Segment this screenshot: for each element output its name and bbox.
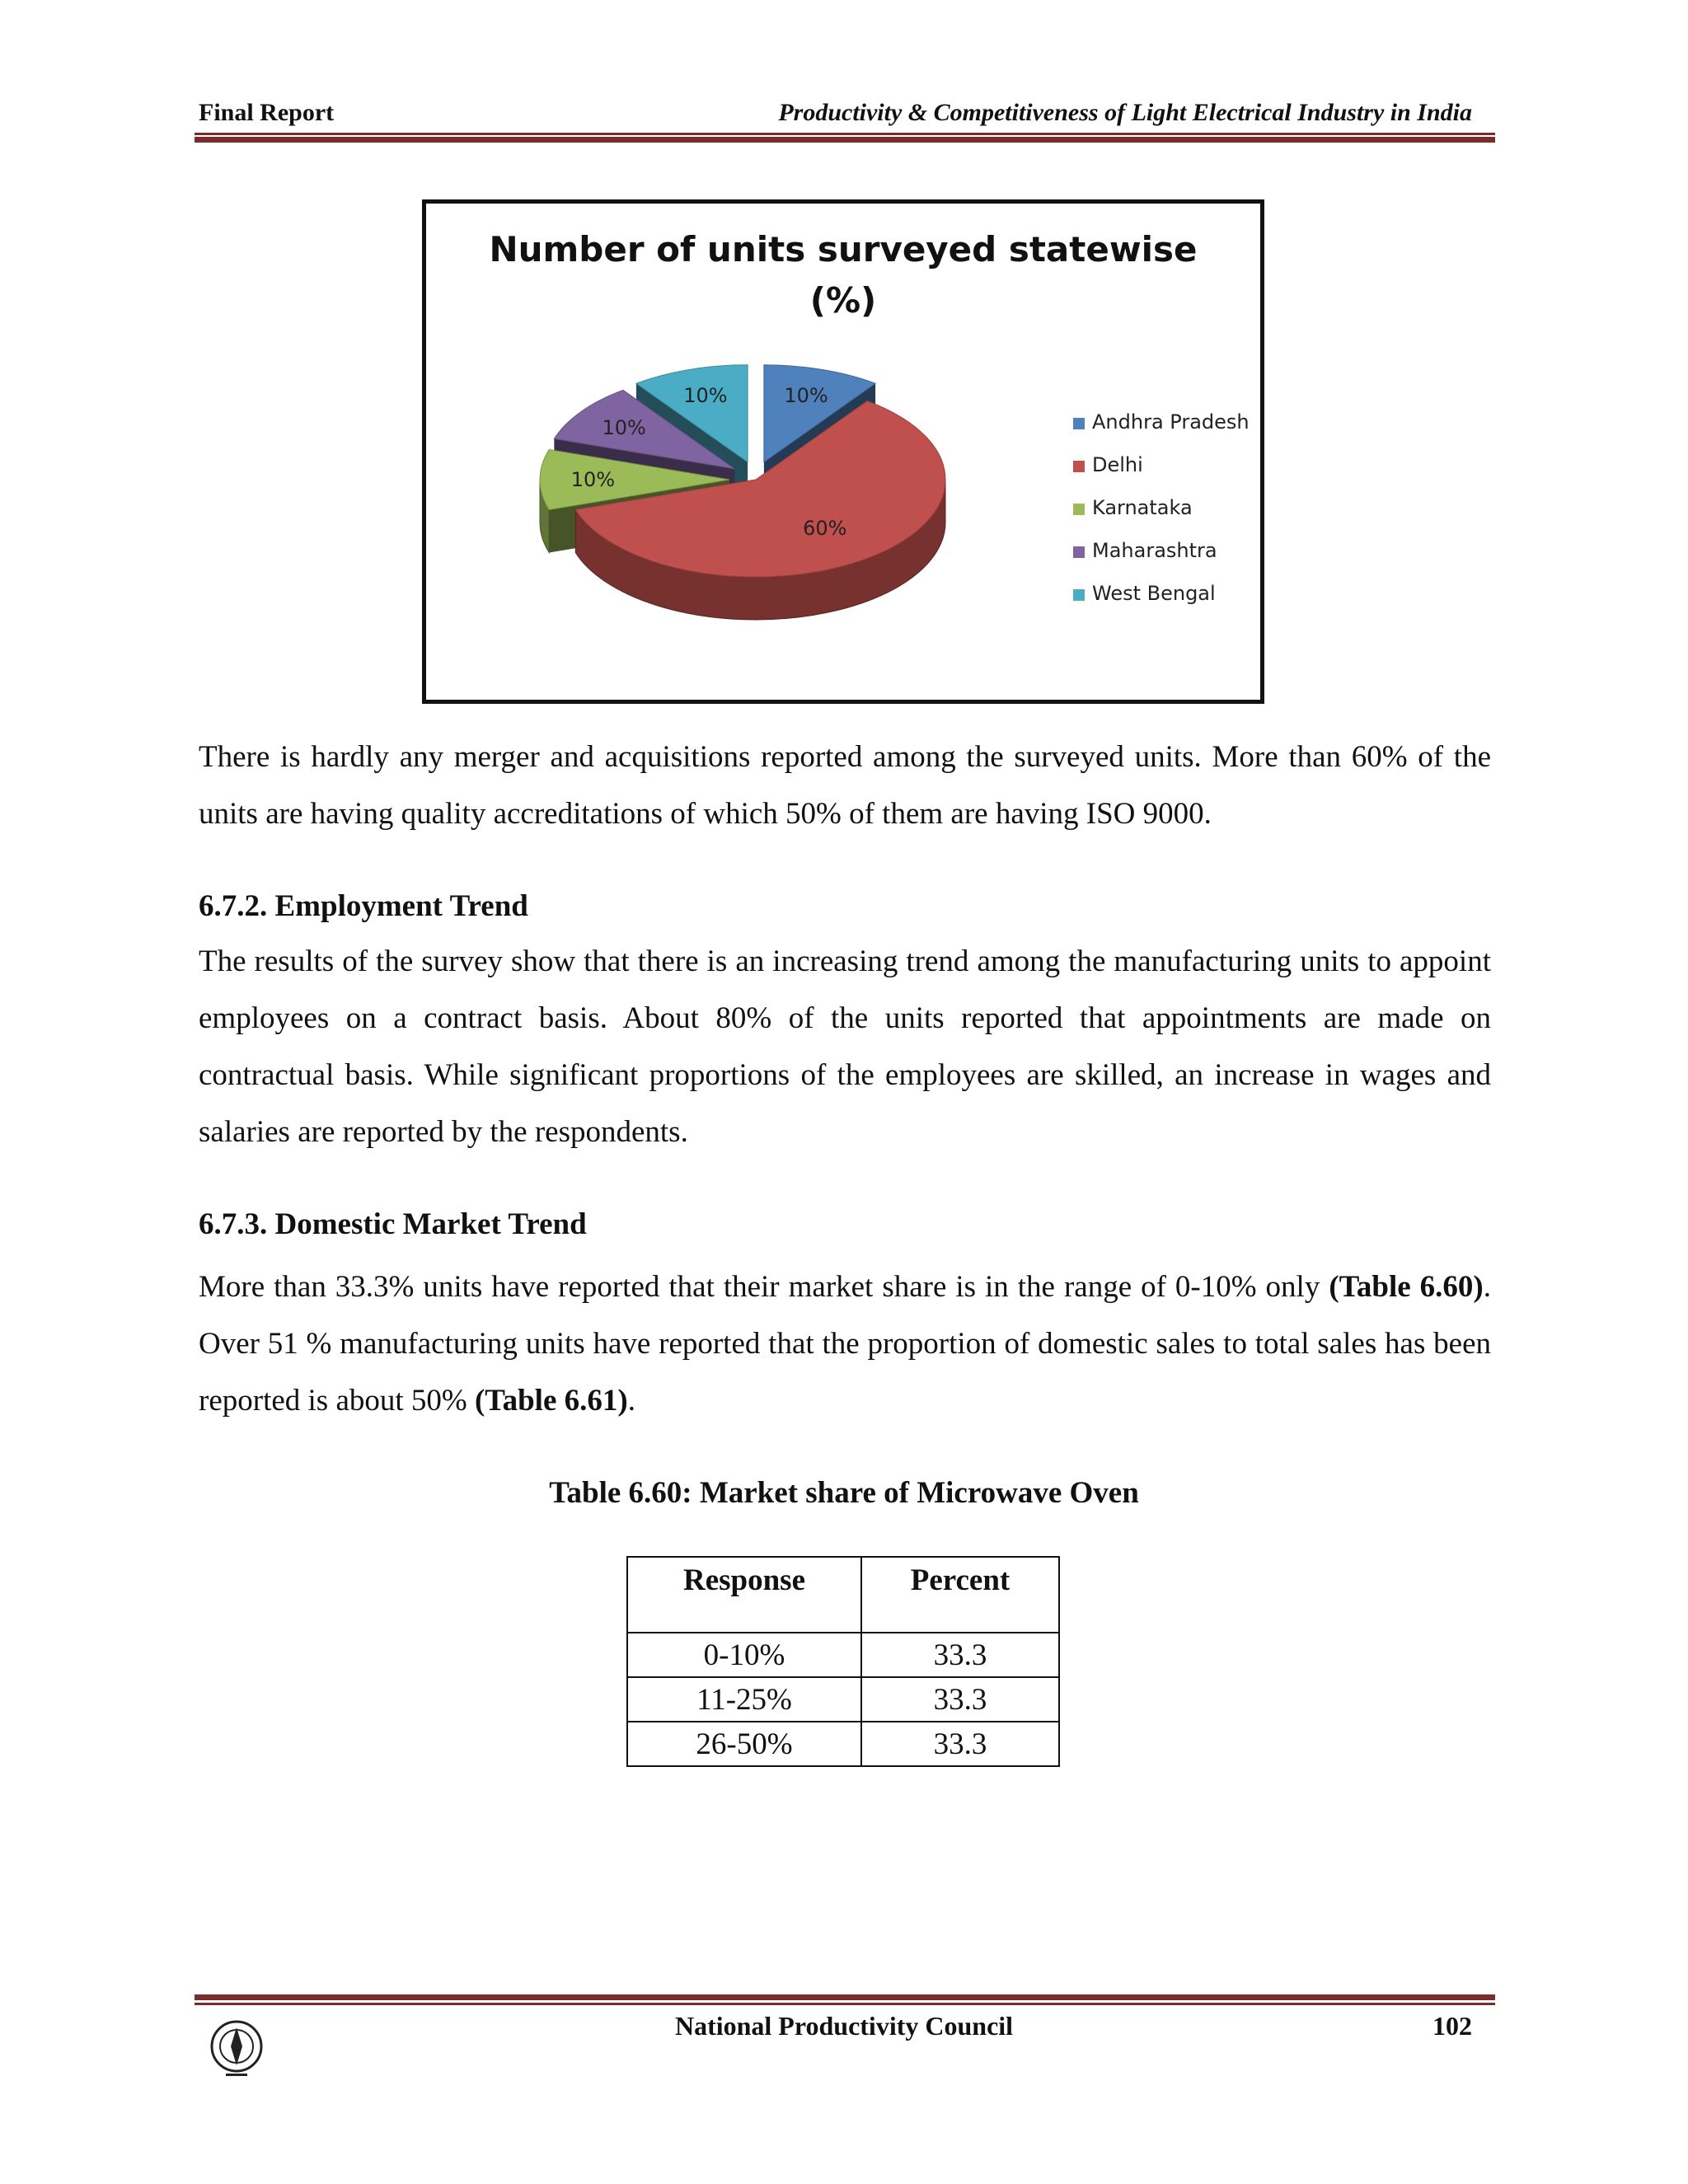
legend-label: West Bengal — [1092, 582, 1216, 605]
chart-title-line: Number of units surveyed statewise — [489, 229, 1198, 269]
legend-label: Maharashtra — [1092, 539, 1217, 562]
header-document-title: Productivity & Competitiveness of Light Electrical Industry in India — [778, 99, 1472, 126]
heading-domestic-market-trend: 6.7.3. Domestic Market Trend — [199, 1207, 587, 1241]
table-row — [627, 1633, 1059, 1677]
cell-response: 0-10% — [627, 1633, 861, 1677]
heading-employment-trend: 6.7.2. Employment Trend — [199, 889, 528, 923]
p3-text-b: . Over 51 % manufacturing units have reported that the proportion of domestic sales to total sales has been reported is about 50% — [199, 1270, 1491, 1418]
table-ref-6-61: (Table 6.61) — [474, 1384, 628, 1418]
table-ref-6-60: (Table 6.60) — [1329, 1270, 1484, 1304]
market-share-table — [626, 1556, 1060, 1767]
header-response: Response — [627, 1557, 861, 1633]
header-percent: Percent — [861, 1557, 1059, 1633]
legend-swatch — [1073, 589, 1085, 601]
cell-response: 11-25% — [627, 1677, 861, 1722]
table-header-row — [627, 1557, 1059, 1633]
cell-percent: 33.3 — [861, 1633, 1059, 1677]
pie-chart-frame — [422, 199, 1264, 704]
footer-rule-thin — [195, 2003, 1495, 2005]
paragraph-employment: The results of the survey show that there is an increasing trend among the manufacturing units to appoint employees on a contract basis. About 80% of the units reported that appointments are made on contractual basis. While significant proportions of the employees are skilled, an increase in wages and salaries are reported by the respondents. — [199, 944, 1491, 1149]
legend-swatch — [1073, 418, 1085, 429]
footer-organization: National Productivity Council — [674, 2011, 1014, 2041]
chart-title-line: (%) — [809, 280, 877, 321]
cell-percent: 33.3 — [861, 1677, 1059, 1722]
footer-rule-thick — [195, 1994, 1495, 2000]
legend-label: Delhi — [1092, 453, 1143, 476]
header-report-title: Final Report — [199, 99, 335, 126]
legend-swatch — [1073, 546, 1085, 558]
p3-text-a: More than 33.3% units have reported that their market share is in the range of 0-10% only — [199, 1270, 1320, 1304]
pie-data-label: 10% — [602, 415, 646, 439]
p3-text-c: . — [627, 1384, 635, 1418]
legend-label: Andhra Pradesh — [1092, 410, 1250, 434]
pie-data-label: 10% — [683, 383, 728, 407]
cell-response: 26-50% — [627, 1722, 861, 1766]
cell-percent: 33.3 — [861, 1722, 1059, 1766]
table-caption: Table 6.60: Market share of Microwave Oven — [549, 1476, 1139, 1510]
pie-data-label: 60% — [803, 517, 847, 541]
table-row — [627, 1677, 1059, 1722]
pie-data-label: 10% — [570, 468, 616, 491]
page-number: 102 — [1432, 2011, 1472, 2041]
legend-label: Karnataka — [1092, 496, 1193, 519]
pie-data-label: 10% — [784, 383, 828, 407]
header-rule-thin — [195, 133, 1495, 135]
paragraph-domestic-market — [199, 1258, 1491, 1429]
pie-chart — [426, 204, 1260, 700]
legend-swatch — [1073, 461, 1085, 472]
header-rule-thick — [195, 137, 1495, 143]
paragraph-mergers: There is hardly any merger and acquisitions reported among the surveyed units. More than 60% of the units are having quality accreditations of which 50% of them are having ISO 9000. — [199, 740, 1491, 831]
legend-swatch — [1073, 504, 1085, 515]
table-row — [627, 1722, 1059, 1766]
